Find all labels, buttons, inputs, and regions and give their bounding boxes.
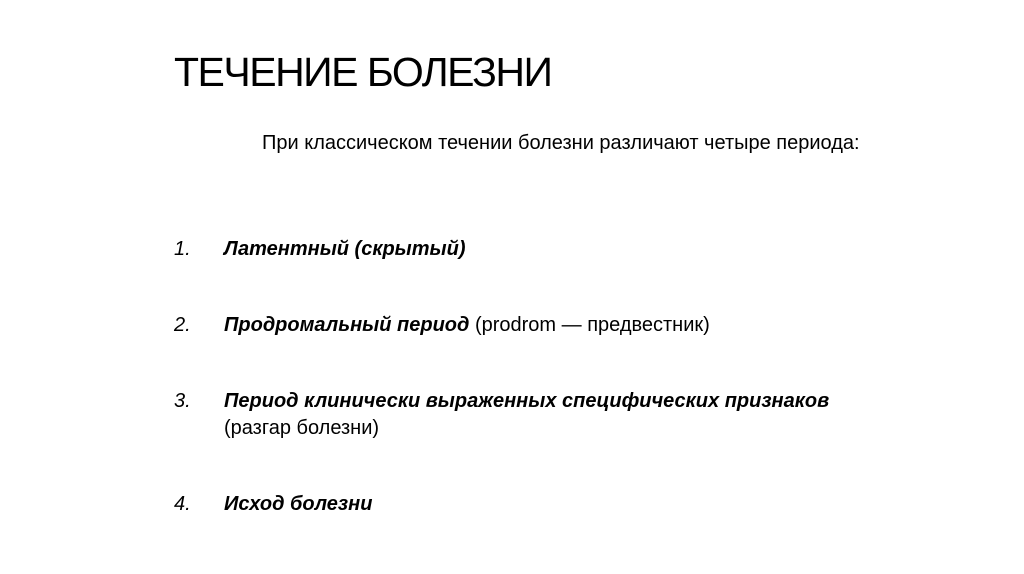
list-item-term: Латентный (скрытый) xyxy=(224,238,466,260)
list-item-text xyxy=(224,491,854,518)
list-item-number: 1. xyxy=(174,238,191,260)
slide-title: ТЕЧЕНИЕ БОЛЕЗНИ xyxy=(174,49,552,95)
list-item-note: (разгар болезни) xyxy=(224,417,380,439)
list-item-term: Продромальный период xyxy=(224,314,470,336)
list-item-text xyxy=(224,236,854,263)
list-item-text xyxy=(224,312,854,339)
list-item-number: 2. xyxy=(174,314,191,336)
list-item-number: 3. xyxy=(174,390,191,412)
list-item xyxy=(174,312,854,339)
list-item xyxy=(174,236,854,263)
list-item xyxy=(174,388,854,442)
periods-list xyxy=(174,236,854,518)
list-item xyxy=(174,491,854,518)
list-item-term: Исход болезни xyxy=(224,493,373,515)
list-item-number: 4. xyxy=(174,493,191,515)
list-item-note: (prodrom — предвестник) xyxy=(469,314,710,336)
list-item-term: Период клинически выраженных специфических признаков xyxy=(224,390,830,412)
list-item-text xyxy=(224,388,854,442)
intro-paragraph: При классическом течении болезни различают четыре периода: xyxy=(262,132,860,154)
